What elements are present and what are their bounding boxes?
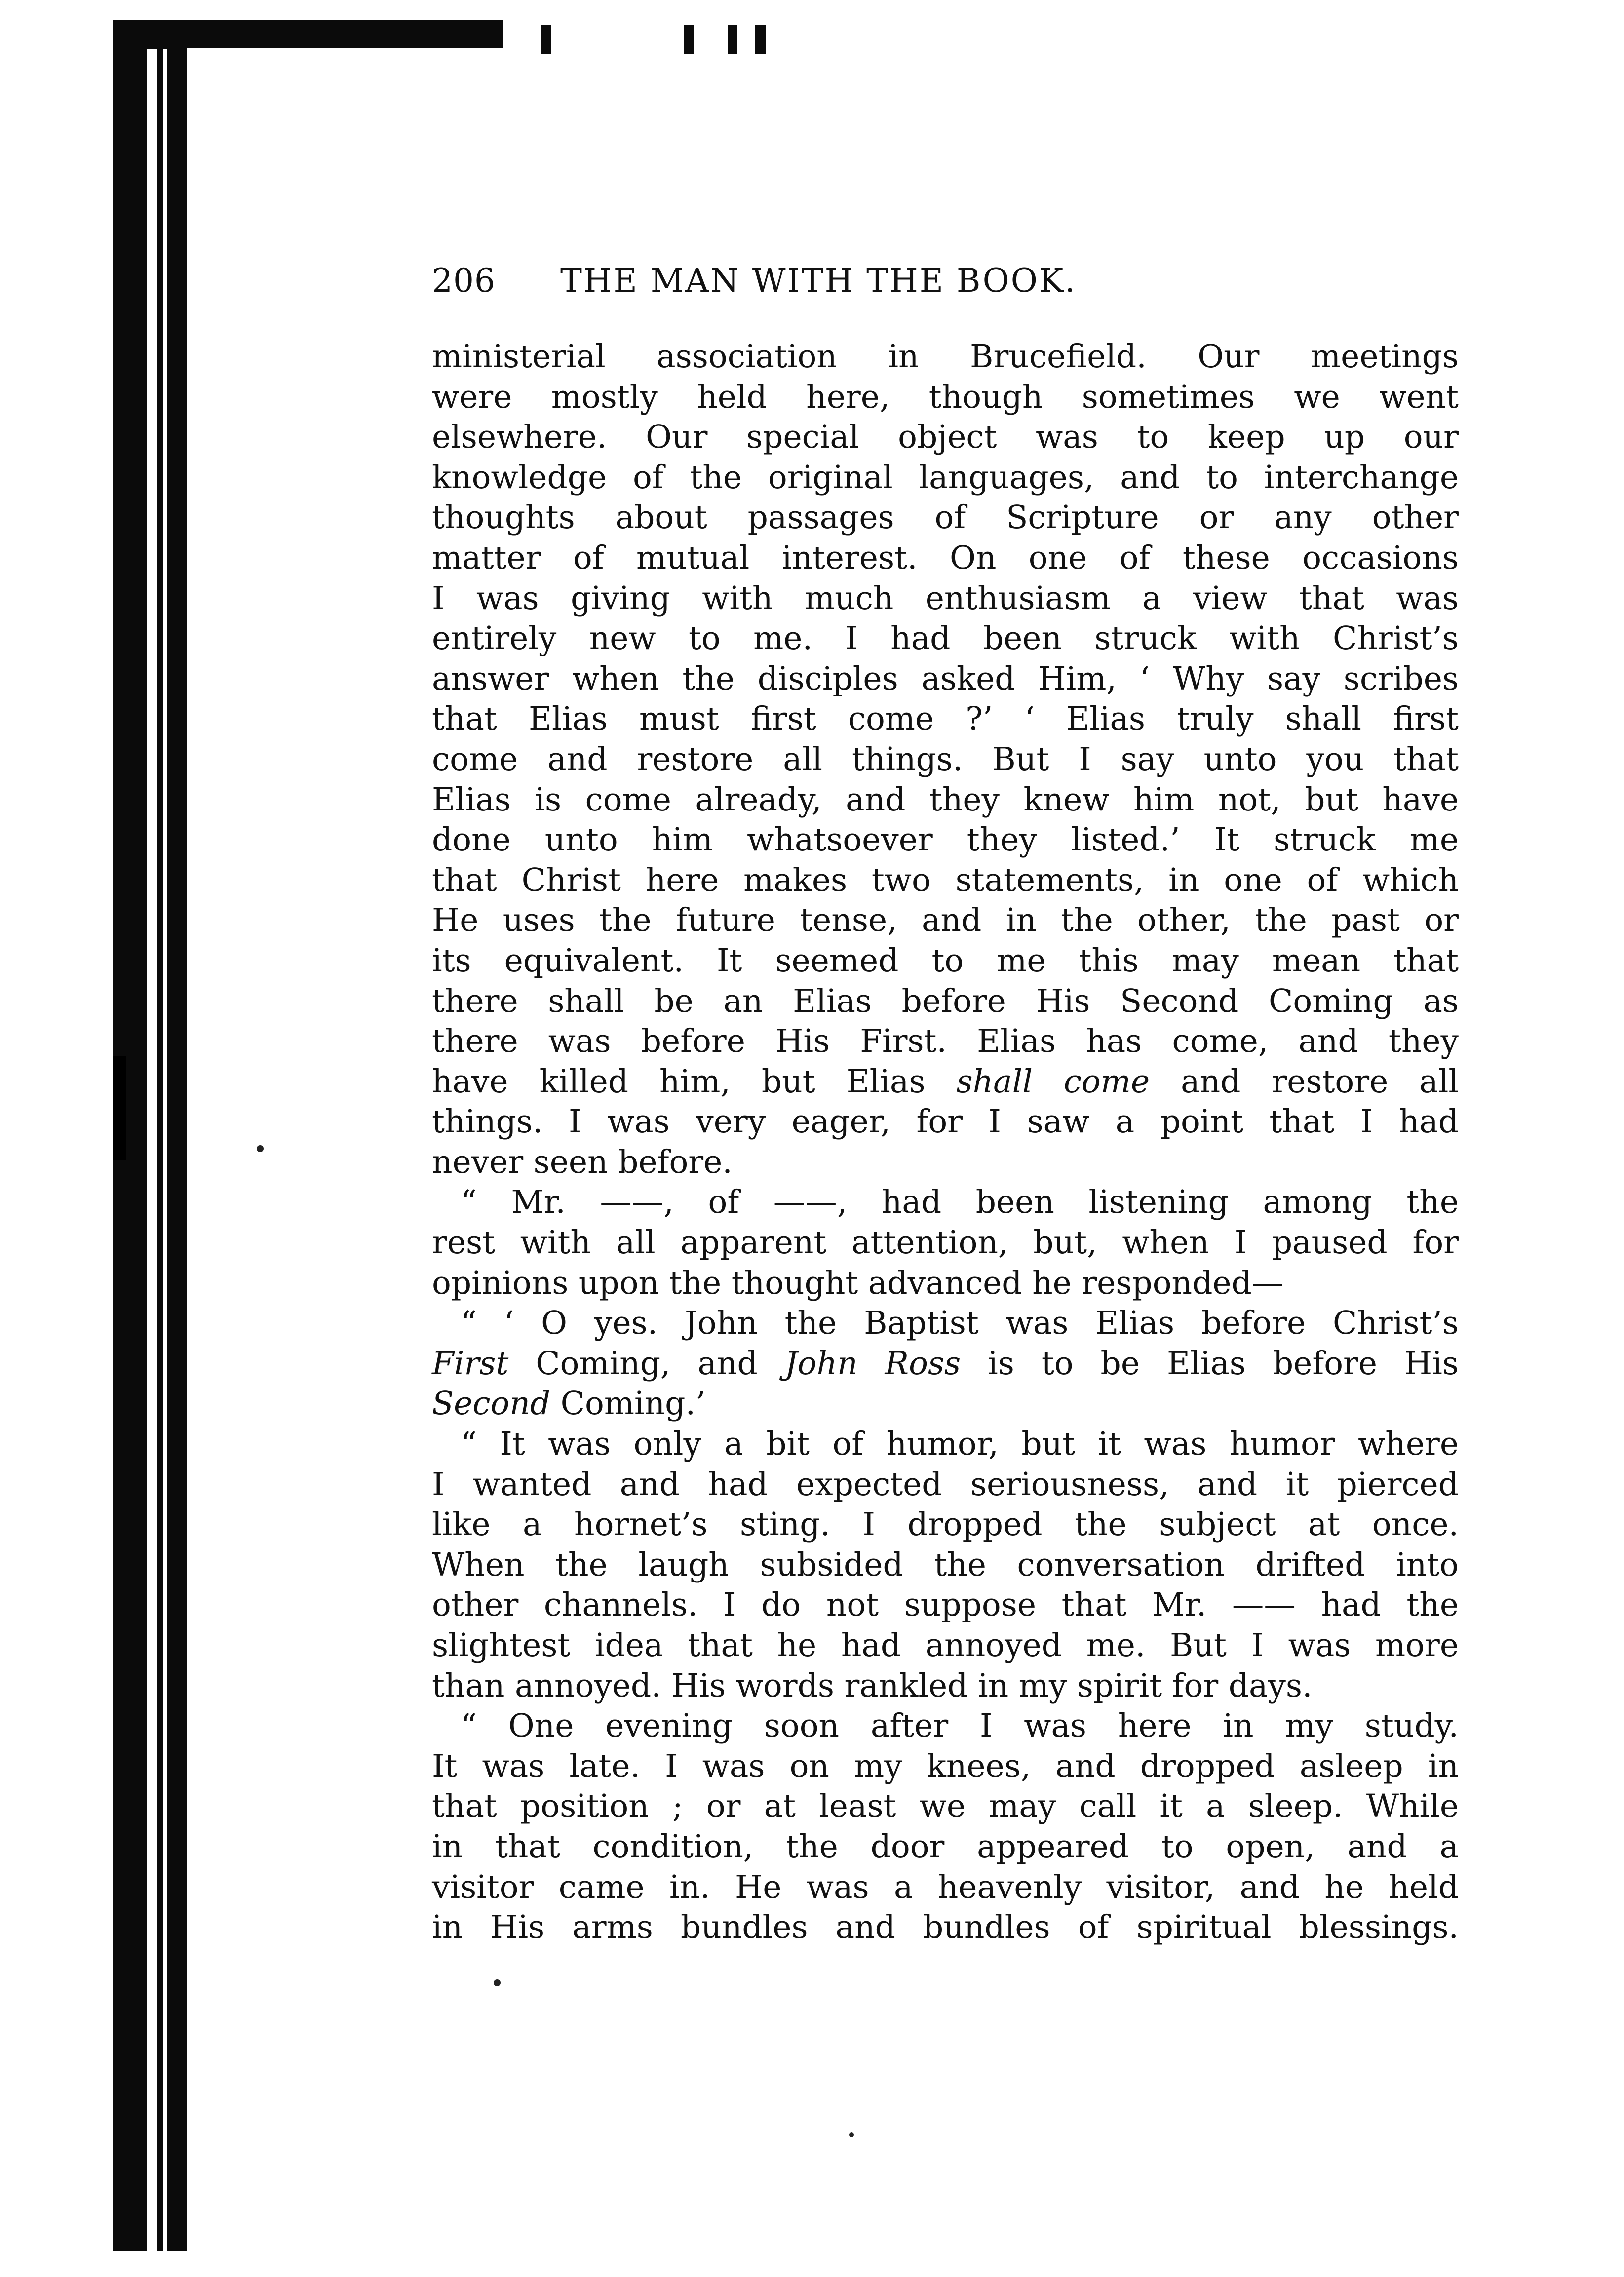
speck (494, 1979, 501, 1986)
top-edge-mark (541, 25, 551, 54)
text-line: answer when the disciples asked Him, ‘ Why say scribes (432, 660, 1459, 697)
text-line: that Christ here makes two statements, in one of which (432, 861, 1459, 899)
text-run: Coming.’ (560, 1385, 706, 1423)
top-edge (128, 20, 503, 49)
text-line: “ One evening soon after I was here in my study. (461, 1707, 1459, 1745)
text-line: things. I was very eager, for I saw a point that I had (432, 1103, 1459, 1141)
text-line: knowledge of the original languages, and to interchange (432, 459, 1459, 496)
text-line: than annoyed. His words rankled in my spirit for days. (432, 1667, 1313, 1704)
text-run: and restore all (1181, 1063, 1459, 1100)
binding-edge-gap (163, 20, 167, 2251)
text-line: there was before His First. Elias has come, and they (432, 1023, 1459, 1060)
text-line: slightest idea that he had annoyed me. But I was more (432, 1627, 1459, 1664)
text-line (432, 1062, 1459, 1102)
text-line: “ It was only a bit of humor, but it was humor where (461, 1426, 1459, 1463)
top-edge-mark (684, 25, 694, 54)
binding-edge-mark (113, 1056, 126, 1160)
page-number: 206 (432, 262, 496, 300)
text-line: elsewhere. Our special object was to keep up our (432, 419, 1459, 456)
text-line: come and restore all things. But I say unto you that (432, 740, 1459, 778)
text-line: “ ‘ O yes. John the Baptist was Elias before Christ’s (461, 1305, 1459, 1342)
text-line: I was giving with much enthusiasm a view that was (432, 579, 1459, 617)
text-line: other channels. I do not suppose that Mr. —— had the (432, 1586, 1459, 1624)
text-line: never seen before. (432, 1143, 733, 1181)
text-line: were mostly held here, though sometimes we went (432, 378, 1459, 416)
italic-text: First (432, 1345, 509, 1382)
speck (849, 2132, 854, 2137)
text-line: I wanted and had expected seriousness, and it pierced (432, 1466, 1459, 1503)
running-head (432, 262, 1459, 311)
text-line: there shall be an Elias before His Second Coming as (432, 982, 1459, 1020)
book-page (432, 262, 1459, 1948)
running-title: THE MAN WITH THE BOOK. (560, 262, 1077, 300)
top-edge-gap (187, 48, 503, 58)
top-edge-mark (728, 25, 737, 54)
text-line: It was late. I was on my knees, and dropped asleep in (432, 1747, 1459, 1785)
text-line: rest with all apparent attention, but, when I paused for (432, 1224, 1459, 1262)
text-line: that position ; or at least we may call it a sleep. While (432, 1788, 1459, 1825)
text-line: Elias is come already, and they knew him not, but have (432, 781, 1459, 818)
text-line: entirely new to me. I had been struck with Christ’s (432, 620, 1459, 657)
italic-text: Second (432, 1385, 551, 1423)
text-line: its equivalent. It seemed to me this may mean that (432, 942, 1459, 979)
body-text (432, 337, 1459, 1948)
binding-edge-gap (147, 20, 157, 2251)
text-line: like a hornet’s sting. I dropped the subject at once. (432, 1506, 1459, 1544)
text-line: in that condition, the door appeared to open, and a (432, 1828, 1459, 1865)
text-line: in His arms bundles and bundles of spiritual blessings. (432, 1909, 1459, 1946)
text-line: thoughts about passages of Scripture or any other (432, 499, 1459, 537)
text-line: When the laugh subsided the conversation drifted into (432, 1546, 1459, 1583)
text-line: visitor came in. He was a heavenly visitor, and he held (432, 1868, 1459, 1906)
text-run: is to be Elias before His (988, 1345, 1459, 1382)
text-line: ministerial association in Brucefield. Our meetings (432, 338, 1459, 375)
text-line (432, 1384, 1459, 1424)
text-line: He uses the future tense, and in the other, the past or (432, 902, 1459, 939)
text-run: Coming, and (536, 1345, 758, 1382)
text-line: matter of mutual interest. On one of these occasions (432, 539, 1459, 577)
italic-text: shall come (956, 1063, 1150, 1100)
text-line: opinions upon the thought advanced he responded— (432, 1264, 1284, 1302)
text-run: have killed him, but Elias (432, 1063, 926, 1100)
text-line (432, 1344, 1459, 1384)
top-edge-mark (755, 25, 766, 54)
text-line: “ Mr. ——, of ——, had been listening among the (461, 1184, 1459, 1221)
text-line: that Elias must first come ?’ ‘ Elias truly shall first (432, 700, 1459, 738)
speck (257, 1145, 264, 1152)
italic-text: John Ross (784, 1345, 961, 1382)
text-line: done unto him whatsoever they listed.’ It struck me (432, 821, 1459, 859)
